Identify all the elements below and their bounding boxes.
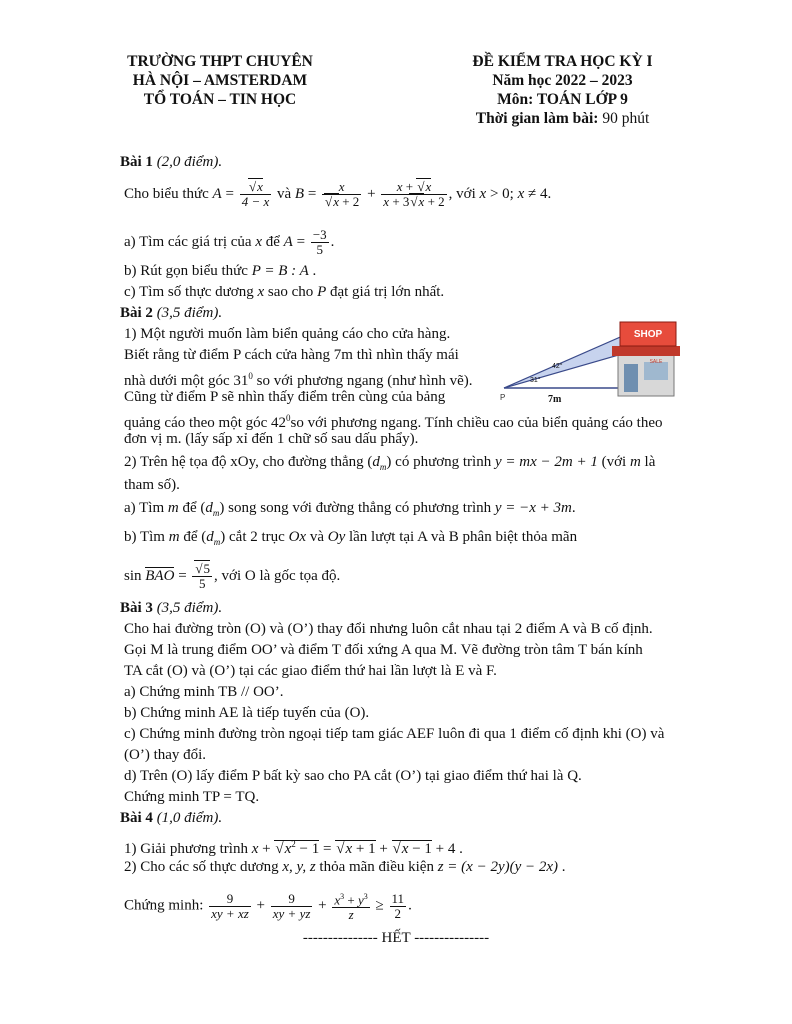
bai4-line1: 1) Giải phương trình x + √ $x^2 - 1$ = √ x + 1 + √ x − 1 + 4 . [124, 834, 463, 859]
school-line-1: TRƯỜNG THPT CHUYÊN [127, 53, 313, 70]
exam-title: ĐỀ KIỂM TRA HỌC KỲ I [472, 53, 653, 70]
bai2-p1-line5: quảng cáo theo một góc $42^0so$ với phương ngang. Tính chiều cao của biển quảng cáo theo [124, 413, 663, 431]
school-line-3: TỔ TOÁN – TIN HỌC [143, 91, 297, 108]
exam-header [440, 52, 685, 128]
distance-label: 7m [548, 394, 562, 405]
bai3-c1: c) Chứng minh đường tròn ngoại tiếp tam giác AEF luôn đi qua 1 điểm cố định khi (O) và [124, 726, 665, 742]
bai1-c: c) Tìm số thực dương x sao cho P đạt giá trị lớn nhất. [124, 284, 445, 300]
bai2-p2-a: a) Tìm m để $(d_m)$ song song với đường thẳng có phương trình y = −x + 3m. [124, 500, 576, 518]
shop-figure [500, 318, 680, 406]
bai3-title: Bài 3 (3,5 điểm). [120, 600, 223, 616]
store-door [624, 364, 638, 392]
bai2-p1-line1: 1) Một người muốn làm biển quảng cáo cho cửa hàng. [124, 326, 451, 342]
bai3-c2: (O’) thay đổi. [124, 747, 207, 763]
bai2-p2-b-condition: sin BAO = √ $\frac{5}{5}$ , với O là gốc tọa độ. [124, 562, 340, 591]
bai2-p1-line2: Biết rằng từ điểm P cách cửa hàng 7m thì nhìn thấy mái [124, 347, 459, 363]
bai2-title: Bài 2 (3,5 điểm). [120, 305, 223, 321]
bai1-b: b) Rút gọn biểu thức P = B : A . [124, 263, 317, 279]
angle-31-label: 31° [530, 377, 541, 384]
bai3-d1: d) Trên (O) lấy điểm P bất kỳ sao cho PA cắt (O’) tại giao điểm thứ hai là Q. [124, 768, 582, 784]
time-limit: Thời gian làm bài: 90 phút [475, 110, 650, 127]
bai3-b: b) Chứng minh AE là tiếp tuyến của (O). [124, 705, 370, 721]
bai3-line1: Cho hai đường tròn (O) và (O’) thay đổi nhưng luôn cắt nhau tại 2 điểm A và B cố định. [124, 621, 653, 637]
bai2-p2-line2: tham số). [124, 477, 180, 493]
end-marker: --------------- HẾT --------------- [302, 930, 490, 946]
bai3-d2: Chứng minh TP = TQ. [124, 789, 260, 805]
angle-42-label: 42° [552, 363, 563, 370]
school-header [100, 52, 340, 109]
bai2-p1-line3: nhà dưới một góc $31^0$ so với phương ngang (như hình vẽ). [124, 371, 473, 389]
bai4-line3: Chứng minh: $\frac{9}{xy + xz}$ + $\frac{9}{xy + yz}$ + $\frac{x^3 + y^3}{z}$ ≥ $\frac{11}{2}$ . [124, 890, 412, 923]
bai2-p2-b: b) Tìm m để $(d_m)$ cắt 2 trục Ox và Oy lần lượt tại A và B phân biệt thỏa mãn [124, 529, 578, 547]
bai2-p2-line1: 2) Trên hệ tọa độ xOy, cho đường thẳng $(d_m)$ có phương trình y = mx − 2m + 1 (với m là [124, 454, 656, 472]
sale-label: SALE [649, 359, 663, 365]
shop-label: SHOP [633, 329, 663, 340]
subject: Môn: TOÁN LỚP 9 [497, 91, 628, 108]
bai3-a: a) Chứng minh TB // OO’. [124, 684, 284, 700]
school-line-2: HÀ NỘI – AMSTERDAM [132, 72, 308, 89]
bai2-p1-line4: Cũng từ điểm P sẽ nhìn thấy điểm trên cùng của bảng [124, 389, 446, 405]
store-awning [612, 346, 680, 356]
bai3-line2: Gọi M là trung điểm OO’ và điểm T đối xứng A qua M. Vẽ đường tròn tâm T bán kính [124, 642, 643, 658]
bai4-title: Bài 4 (1,0 điểm). [120, 810, 223, 826]
bai1-title: Bài 1 (2,0 điểm). [120, 154, 223, 170]
point-p-label: P [500, 393, 506, 402]
bai2-p1-line6: đơn vị m. (lấy sấp xỉ đến 1 chữ số sau dấu phẩy). [124, 431, 419, 447]
bai4-line2: 2) Cho các số thực dương x, y, z thỏa mãn điều kiện z = (x − 2y)(y − 2x) . [124, 859, 566, 875]
bai1-a: a) Tìm các giá trị của x để A = $\frac{-3}{5}$ . [124, 227, 335, 257]
bai1-expression: Cho biểu thức A = √ $\frac{x}{4 - x}$ và B = x √ x + 2 + $\frac{x + √ x}{x + 3√ x + 2}$ , với x > 0; x ≠ 4. [124, 180, 551, 209]
school-year: Năm học 2022 – 2023 [492, 72, 633, 89]
bai3-line3: TA cắt (O) và (O’) tại các giao điểm thứ hai lần lượt là E và F. [124, 663, 497, 679]
